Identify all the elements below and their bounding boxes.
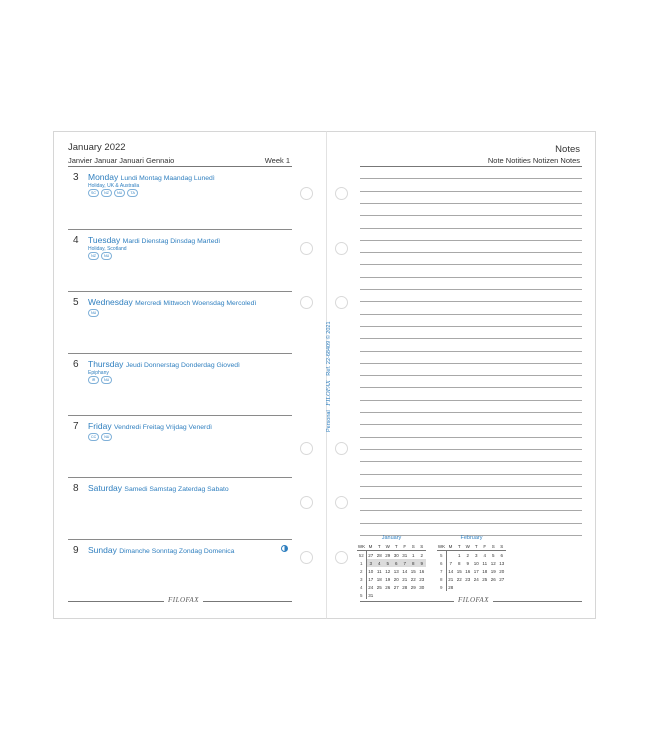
region-badge: SC (88, 189, 99, 197)
note-line[interactable] (360, 252, 582, 253)
day-name (88, 421, 212, 431)
calendar-day[interactable]: 21 (448, 576, 454, 582)
region-badge: CC (88, 433, 99, 441)
calendar-week-row (437, 575, 506, 583)
note-line[interactable] (360, 289, 582, 290)
filofax-logo: FILOFAX (454, 596, 493, 604)
ring-hole (300, 187, 313, 200)
week-number: 1 (357, 559, 366, 567)
calendar-day[interactable] (384, 591, 393, 599)
note-line[interactable] (360, 375, 582, 376)
week-number: 52 (357, 551, 366, 560)
day-name-translations: Lundi Montag Maandag Lunedì (120, 175, 215, 182)
calendar-day[interactable]: 22 (410, 576, 416, 582)
week-label: Week 1 (264, 156, 290, 165)
day-number: 3 (73, 172, 79, 183)
calendar-day[interactable] (409, 591, 418, 599)
calendar-day[interactable]: 30 (419, 584, 425, 590)
calendar-day[interactable]: 7 (401, 559, 410, 567)
calendar-day[interactable]: 15 (410, 568, 416, 574)
calendar-day[interactable]: 23 (465, 576, 471, 582)
week-number: 3 (357, 575, 366, 583)
day-entry[interactable] (68, 539, 292, 602)
day-number: 4 (73, 235, 79, 246)
ring-hole (335, 296, 348, 309)
region-badge: NU (101, 252, 112, 260)
region-badges (88, 252, 112, 260)
weekday-header: F (401, 542, 410, 551)
ring-hole (300, 442, 313, 455)
day-entry[interactable] (68, 167, 292, 229)
note-line[interactable] (360, 215, 582, 216)
calendar-day[interactable]: 12 (490, 560, 496, 566)
holiday-label: Holiday, UK & Australia (88, 183, 140, 189)
calendar-day[interactable] (455, 583, 464, 591)
weekday-header: T (455, 542, 464, 551)
calendar-day[interactable]: 6 (392, 559, 401, 567)
day-number: 9 (73, 545, 79, 556)
note-line[interactable] (360, 437, 582, 438)
calendar-day[interactable]: 1 (457, 552, 461, 558)
calendar-day[interactable]: 5 (491, 552, 495, 558)
calendar-day[interactable]: 8 (409, 559, 418, 567)
region-badge: NU (88, 309, 99, 317)
calendar-day[interactable]: 8 (457, 560, 461, 566)
calendar-week-row (357, 551, 426, 560)
day-name-translations: Jeudi Donnerstag Donderdag Giovedì (125, 362, 240, 369)
calendar-day[interactable] (472, 583, 481, 591)
calendar-day[interactable]: 3 (474, 552, 478, 558)
note-line[interactable] (360, 498, 582, 499)
week-number: 7 (437, 567, 446, 575)
week-number: 4 (357, 583, 366, 591)
calendar-day[interactable]: 13 (393, 568, 399, 574)
calendar-day[interactable]: 19 (385, 576, 391, 582)
calendar-day[interactable]: 14 (402, 568, 408, 574)
calendar-day[interactable]: 11 (376, 568, 382, 574)
calendar-month-label: February (460, 535, 483, 541)
ring-hole (300, 496, 313, 509)
weekday-header: WK (437, 543, 446, 549)
calendar-day[interactable]: 9 (466, 560, 469, 566)
calendar-day[interactable] (481, 583, 490, 591)
page-reference (325, 321, 332, 432)
day-entry[interactable] (68, 415, 292, 478)
week-number: 6 (437, 559, 446, 567)
calendar-day[interactable]: 23 (419, 576, 425, 582)
calendar-day[interactable]: 26 (490, 576, 496, 582)
region-badge: NU (101, 433, 112, 441)
day-name-english: Tuesday (88, 235, 121, 245)
calendar-day[interactable]: 31 (368, 592, 374, 598)
calendar-day[interactable]: 25 (482, 576, 488, 582)
weekday-header: S (489, 542, 498, 551)
calendar-day[interactable]: 10 (473, 560, 479, 566)
copyright: © 2021 (326, 321, 332, 340)
day-name-translations: Mardi Dienstag Dinsdag Martedì (122, 238, 221, 245)
weekday-header: T (392, 542, 401, 551)
note-line[interactable] (360, 424, 582, 425)
ring-hole (300, 551, 313, 564)
note-line[interactable] (360, 166, 582, 167)
calendar-day[interactable]: 10 (368, 568, 374, 574)
day-name-english: Sunday (88, 545, 117, 555)
calendar-day[interactable]: 16 (465, 568, 471, 574)
note-line[interactable] (360, 363, 582, 364)
calendar-week-row (357, 567, 426, 575)
calendar-grid (437, 542, 506, 591)
calendar-day[interactable]: 6 (500, 552, 503, 558)
region-badges (88, 309, 99, 317)
calendar-day[interactable]: 5 (384, 559, 393, 567)
calendar-day[interactable]: 22 (456, 576, 462, 582)
region-badge: TA (127, 189, 138, 197)
calendar-day[interactable]: 12 (385, 568, 391, 574)
calendar-day[interactable]: 3 (366, 559, 375, 567)
note-line[interactable] (360, 486, 582, 487)
week-number: 5 (437, 551, 446, 560)
note-line[interactable] (360, 510, 582, 511)
day-name (88, 297, 256, 307)
calendar-day[interactable]: 20 (393, 576, 399, 582)
region-badges (88, 376, 112, 384)
filofax-logo: FILOFAX (164, 596, 203, 604)
calendar-day[interactable]: 18 (482, 568, 488, 574)
calendar-day[interactable]: 2 (420, 552, 423, 558)
note-line[interactable] (360, 523, 582, 524)
calendar-week-row (357, 559, 426, 567)
day-name-english: Saturday (88, 483, 123, 493)
moon-phase-icon (281, 545, 288, 552)
note-line[interactable] (360, 240, 582, 241)
ring-hole (335, 496, 348, 509)
day-name-translations: Mercredi Mittwoch Woensdag Mercoledì (135, 300, 257, 307)
left-diary-page (53, 131, 326, 619)
calendar-day[interactable]: 30 (393, 552, 399, 558)
note-line[interactable] (360, 412, 582, 413)
note-line[interactable] (360, 277, 582, 278)
day-name-english: Monday (88, 172, 119, 182)
calendar-day[interactable]: 1 (411, 552, 415, 558)
calendar-week-row (437, 551, 506, 560)
weekday-header: T (472, 542, 481, 551)
note-line[interactable] (360, 264, 582, 265)
calendar-day[interactable] (446, 551, 455, 560)
weekday-header: M (446, 542, 455, 551)
day-name-english: Wednesday (88, 297, 133, 307)
note-line[interactable] (360, 461, 582, 462)
right-notes-page (326, 131, 596, 619)
ring-hole (335, 442, 348, 455)
day-name (88, 545, 234, 555)
weekday-header: S (418, 542, 427, 551)
calendar-day[interactable]: 18 (376, 576, 382, 582)
calendar-day[interactable] (418, 591, 427, 599)
note-line[interactable] (360, 351, 582, 352)
ring-hole (335, 242, 348, 255)
calendar-day[interactable]: 17 (368, 576, 374, 582)
week-number: 9 (437, 583, 446, 591)
note-line[interactable] (360, 228, 582, 229)
calendar-month-label: January (381, 535, 402, 541)
calendar-day[interactable]: 9 (418, 559, 427, 567)
calendar-day[interactable]: 24 (473, 576, 479, 582)
day-entry[interactable] (68, 229, 292, 292)
day-entry[interactable] (68, 291, 292, 354)
day-name (88, 235, 220, 245)
size-label: Personal (326, 410, 332, 432)
ring-hole (335, 551, 348, 564)
weekday-header: WK (357, 543, 366, 549)
note-line[interactable] (360, 387, 582, 388)
note-line[interactable] (360, 449, 582, 450)
day-number: 8 (73, 483, 79, 494)
notes-translations: Note Notities Notizen Notes (487, 156, 580, 165)
calendar-day[interactable]: 29 (410, 584, 416, 590)
calendar-day[interactable]: 7 (449, 560, 452, 566)
calendar-week-row (437, 583, 506, 591)
note-line[interactable] (360, 301, 582, 302)
week-number: 8 (437, 575, 446, 583)
day-name-english: Thursday (88, 359, 124, 369)
calendar-day[interactable]: 27 (393, 584, 399, 590)
day-number: 5 (73, 297, 79, 308)
calendar-day[interactable]: 4 (375, 559, 384, 567)
calendar-day[interactable]: 13 (499, 560, 505, 566)
day-name-translations: Vendredi Freitag Vrijdag Venerdì (114, 424, 212, 431)
calendar-day[interactable]: 15 (456, 568, 462, 574)
ring-hole (300, 242, 313, 255)
notes-title: Notes (555, 144, 580, 155)
note-line[interactable] (360, 314, 582, 315)
weekday-header: W (464, 542, 473, 551)
calendar-day[interactable] (375, 591, 384, 599)
region-badge: NU (114, 189, 125, 197)
day-number: 6 (73, 359, 79, 370)
calendar-february (437, 535, 506, 591)
note-line[interactable] (360, 203, 582, 204)
note-line[interactable] (360, 474, 582, 475)
calendar-day[interactable]: 2 (466, 552, 469, 558)
month-title: January 2022 (68, 142, 126, 153)
region-badge: NU (101, 376, 112, 384)
note-line[interactable] (360, 338, 582, 339)
day-name-english: Friday (88, 421, 112, 431)
day-name-translations: Samedi Samstag Zaterdag Sabato (124, 486, 229, 493)
region-badges (88, 189, 138, 197)
region-badge: IR (88, 376, 99, 384)
calendar-day[interactable]: 26 (385, 584, 391, 590)
calendar-day[interactable] (392, 591, 401, 599)
calendar-day[interactable]: 4 (483, 552, 486, 558)
calendar-day[interactable] (489, 583, 498, 591)
calendar-week-row (437, 559, 506, 567)
weekday-header: M (366, 542, 375, 551)
day-entry[interactable] (68, 477, 292, 540)
weekday-header: F (481, 542, 490, 551)
weekday-header: T (375, 542, 384, 551)
region-badges (88, 433, 112, 441)
calendar-day[interactable]: 28 (402, 584, 408, 590)
calendar-day[interactable]: 31 (402, 552, 408, 558)
ring-hole (300, 296, 313, 309)
calendar-day[interactable] (498, 583, 507, 591)
week-number: 5 (357, 591, 366, 599)
day-entry[interactable] (68, 353, 292, 416)
calendar-week-row (437, 567, 506, 575)
calendar-day[interactable] (464, 583, 473, 591)
day-name (88, 483, 229, 493)
weekday-header: S (498, 542, 507, 551)
filofax-logo-small: FILOFAX (325, 380, 332, 406)
month-translations: Janvier Januar Januari Gennaio (68, 156, 175, 165)
calendar-day[interactable]: 29 (385, 552, 391, 558)
note-line[interactable] (360, 326, 582, 327)
region-badge: NZ (88, 252, 99, 260)
calendar-day[interactable] (401, 591, 410, 599)
calendar-day[interactable]: 28 (448, 584, 454, 590)
day-name-translations: Dimanche Sonntag Zondag Domenica (119, 548, 235, 555)
calendar-day[interactable]: 27 (368, 552, 374, 558)
week-number: 2 (357, 567, 366, 575)
calendar-day[interactable]: 24 (368, 584, 374, 590)
calendar-week-row (357, 583, 426, 591)
calendar-day[interactable]: 14 (448, 568, 454, 574)
calendar-week-row (357, 575, 426, 583)
calendar-day[interactable]: 11 (482, 560, 488, 566)
calendar-day[interactable]: 28 (376, 552, 382, 558)
calendar-january (357, 535, 426, 599)
holiday-label: Epiphany (88, 370, 109, 376)
calendar-day[interactable]: 27 (499, 576, 505, 582)
day-name (88, 359, 240, 369)
day-number: 7 (73, 421, 79, 432)
holiday-label: Holiday, Scotland (88, 246, 127, 252)
calendar-week-row (357, 591, 426, 599)
note-line[interactable] (360, 191, 582, 192)
day-name (88, 172, 215, 182)
calendar-day[interactable]: 17 (473, 568, 479, 574)
weekday-header: S (409, 542, 418, 551)
calendar-day[interactable]: 25 (376, 584, 382, 590)
region-badge: NZ (101, 189, 112, 197)
calendar-day[interactable]: 16 (419, 568, 425, 574)
calendar-day[interactable]: 20 (499, 568, 505, 574)
ring-hole (335, 187, 348, 200)
calendar-day[interactable]: 19 (490, 568, 496, 574)
calendar-grid (357, 542, 426, 599)
note-line[interactable] (360, 178, 582, 179)
calendar-day[interactable]: 21 (402, 576, 408, 582)
ref-number: Ref. 22-68409 (326, 340, 332, 376)
note-line[interactable] (360, 400, 582, 401)
weekday-header: W (384, 542, 393, 551)
